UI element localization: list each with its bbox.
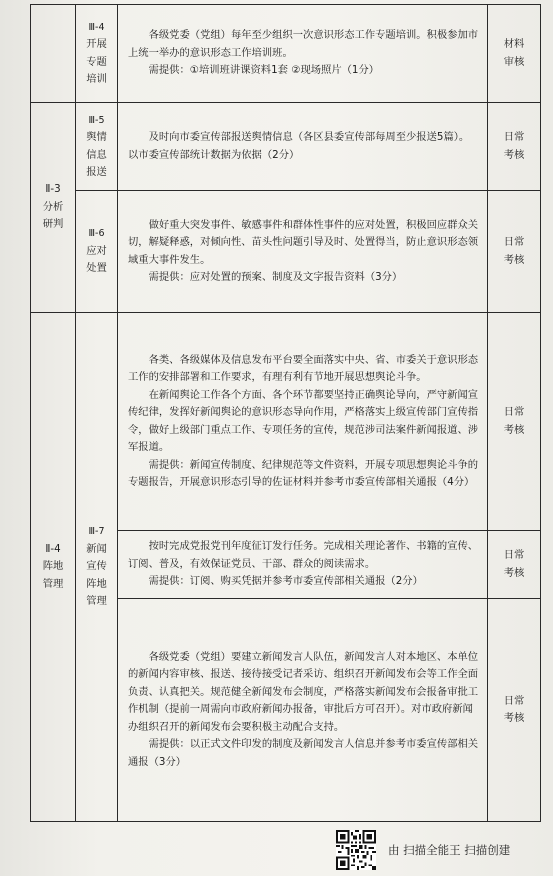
category-cell xyxy=(31,103,76,313)
item-title-line: 新闻 xyxy=(86,542,107,555)
category-cell-empty xyxy=(31,5,76,103)
category-cell xyxy=(31,313,76,822)
check-method-cell xyxy=(488,103,541,191)
category-title-line: 研判 xyxy=(42,218,64,231)
table-row xyxy=(31,5,541,103)
requirement-text: 各类、各级媒体及信息发布平台要全面落实中央、省、市委关于意识形态工作的安排部署和工作要求，有理有利有节地开展思想舆论斗争。 xyxy=(128,353,479,383)
requirement-text: 在新闻舆论工作各个方面、各个环节都要坚持正确舆论导向，严守新闻宣传纪律，发挥好新闻舆论的意识形态导向作用，严格落实上级宣传部门宣传指令，做好上级部门重点工作、专项任务的宣传，规范涉司法案件新闻报道、涉军报道。 xyxy=(128,388,479,453)
requirement-text: 各级党委（党组）要建立新闻发言人队伍，新闻发言人对本地区、本单位的新闻内容审核、报送、接待接受记者采访、组织召开新闻发布会等工作全面负责、认真把关。规范健全新闻发布会制度，严格落实新闻发布会报备审批工作机制（提前一周需向市政府新闻办报备，审批后方可召开）。对市政府新闻办组织召开的新闻发布会要积极主动配合支持。 xyxy=(128,650,479,733)
table-row xyxy=(31,103,541,191)
item-code: Ⅲ-5 xyxy=(88,114,105,126)
item-title-line: 阵地 xyxy=(86,577,107,590)
check-method-line: 考核 xyxy=(503,253,525,266)
check-method-line: 考核 xyxy=(503,423,525,436)
category-code: Ⅱ-4 xyxy=(45,542,61,555)
item-title-line: 宣传 xyxy=(86,560,107,573)
requirement-cell xyxy=(118,599,488,822)
item-title-line: 专题 xyxy=(86,55,107,68)
requirement-cell xyxy=(118,191,488,313)
item-title-line: 管理 xyxy=(86,595,107,608)
check-method-line: 考核 xyxy=(503,148,525,161)
check-method-cell xyxy=(488,531,541,599)
check-method-line: 日常 xyxy=(503,694,525,707)
item-title-line: 处置 xyxy=(86,262,107,275)
item-title-line: 应对 xyxy=(86,244,107,257)
item-cell xyxy=(76,191,118,313)
requirement-cell xyxy=(118,531,488,599)
check-method-line: 审核 xyxy=(503,55,525,68)
check-method-cell xyxy=(488,191,541,313)
requirement-text: 做好重大突发事件、敏感事件和群体性事件的应对处置，积极回应群众关切，解疑释惑，对倾向性、苗头性问题引导及时、处置得当，防止意识形态领域重大事件发生。 xyxy=(128,218,479,266)
requirement-provide: 需提供：订阅、购买凭据并参考市委宣传部相关通报（2分） xyxy=(148,575,423,588)
table-row xyxy=(31,313,541,531)
scanner-watermark xyxy=(336,828,546,872)
check-method-cell xyxy=(488,5,541,103)
requirement-text: 按时完成党报党刊年度征订发行任务。完成相关理论著作、书籍的宣传、订阅、普及，有效保证党员、干部、群众的阅读需求。 xyxy=(128,540,479,570)
item-title-line: 报送 xyxy=(86,166,107,178)
qr-code-icon xyxy=(336,830,376,870)
requirement-text: 各级党委（党组）每年至少组织一次意识形态工作专题培训。积极参加市上统一举办的意识形态工作培训班。 xyxy=(128,29,479,59)
item-cell xyxy=(76,103,118,191)
requirement-cell xyxy=(118,5,488,103)
check-method-line: 日常 xyxy=(503,131,525,143)
requirement-provide: 需提供：①培训班讲课资料1套 ②现场照片（1分） xyxy=(148,64,380,77)
item-title-line: 信息 xyxy=(86,148,107,161)
check-method-line: 日常 xyxy=(503,549,525,561)
check-method-line: 日常 xyxy=(503,406,525,418)
check-method-cell xyxy=(488,313,541,531)
table-row xyxy=(31,191,541,313)
requirement-text: 及时向市委宣传部报送舆情信息（各区县委宣传部每周至少报送5篇）。以市委宣传部统计数据为依据（2分） xyxy=(128,131,470,161)
item-code: Ⅲ-6 xyxy=(88,228,105,240)
check-method-line: 材料 xyxy=(503,38,525,50)
watermark-text: 由 扫描全能王 扫描创建 xyxy=(388,843,511,857)
requirement-provide: 需提供：应对处置的预案、制度及文字报告资料（3分） xyxy=(148,271,403,283)
check-method-line: 日常 xyxy=(503,236,525,248)
category-title-line: 管理 xyxy=(42,577,64,590)
requirement-provide: 需提供：以正式文件印发的制度及新闻发言人信息并参考市委宣传部相关通报（3分） xyxy=(128,738,479,768)
check-method-line: 考核 xyxy=(503,712,525,724)
item-title-line: 开展 xyxy=(86,38,107,50)
item-code: Ⅲ-7 xyxy=(88,526,105,538)
item-title-line: 培训 xyxy=(86,73,107,85)
requirement-provide: 需提供：新闻宣传制度、纪律规范等文件资料，开展专项思想舆论斗争的专题报告，开展意识形态引导的佐证材料并参考市委宣传部相关通报（4分） xyxy=(128,458,479,488)
item-title-line: 舆情 xyxy=(86,131,107,143)
check-method-line: 考核 xyxy=(503,566,525,579)
item-cell xyxy=(76,313,118,822)
category-code: Ⅱ-3 xyxy=(45,183,61,196)
requirement-cell xyxy=(118,103,488,191)
check-method-cell xyxy=(488,599,541,822)
item-code: Ⅲ-4 xyxy=(88,21,105,33)
item-cell xyxy=(76,5,118,103)
requirement-cell xyxy=(118,313,488,531)
assessment-table xyxy=(30,4,541,822)
category-title-line: 分析 xyxy=(42,200,64,213)
category-title-line: 阵地 xyxy=(42,560,64,573)
